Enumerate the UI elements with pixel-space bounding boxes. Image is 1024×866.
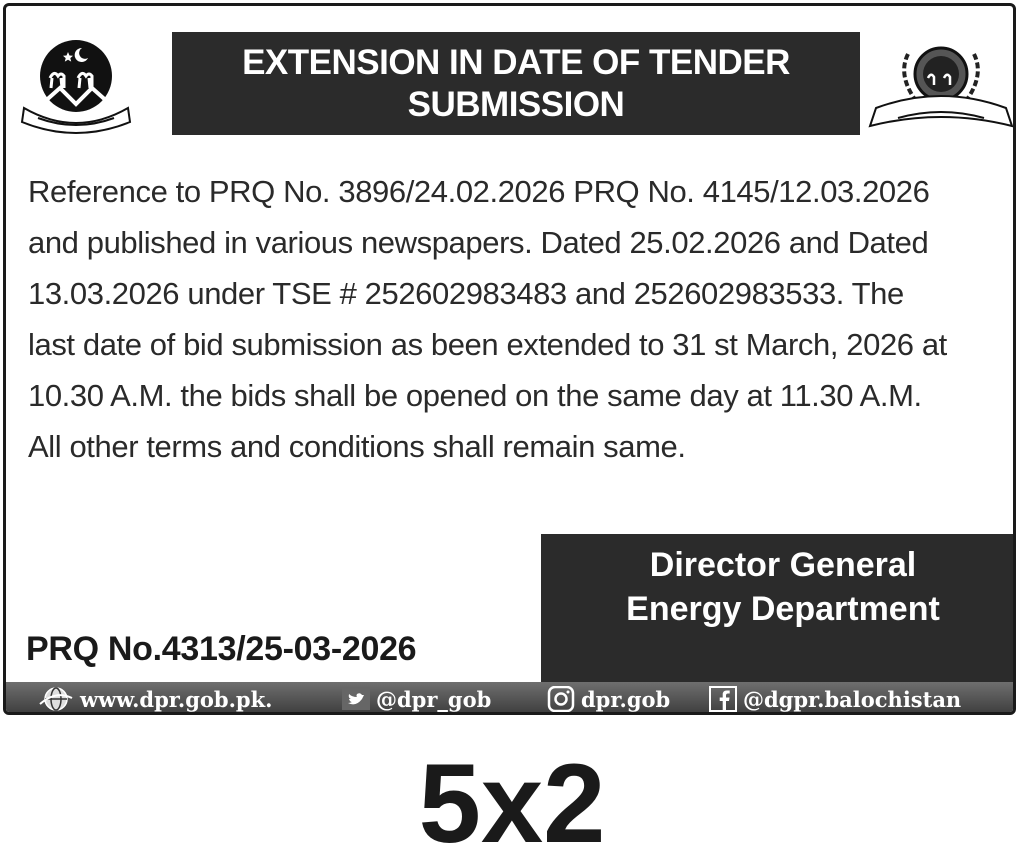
twitter-icon: [342, 688, 370, 710]
government-emblem-icon: [20, 38, 132, 136]
body-line: Reference to PRQ No. 3896/24.02.2026 PRQ No. 4145/12.03.2026: [28, 174, 930, 209]
globe-icon: [38, 686, 74, 712]
advertisement-frame: [3, 3, 1016, 715]
prq-number: PRQ No.4313/25-03-2026: [26, 630, 417, 668]
facebook-icon: [709, 686, 737, 712]
body-line: 10.30 A.M. the bids shall be opened on the same day at 11.30 A.M.: [28, 378, 922, 413]
notice-body: [28, 166, 1010, 472]
body-line: 13.03.2026 under TSE # 252602983483 and 252602983533. The: [28, 276, 904, 311]
footer-bar: [6, 682, 1016, 715]
footer-facebook[interactable]: [709, 682, 961, 715]
twitter-handle: @dpr_gob: [376, 686, 492, 712]
body-line: All other terms and conditions shall remain same.: [28, 429, 686, 464]
signature-department: Energy Department: [626, 590, 940, 628]
body-line: last date of bid submission as been extended to 31 st March, 2026 at: [28, 327, 947, 362]
signature-box: [541, 534, 1016, 682]
footer-instagram[interactable]: [547, 682, 670, 715]
body-line: and published in various newspapers. Dated 25.02.2026 and Dated: [28, 225, 929, 260]
ad-size-label: 5x2: [418, 741, 606, 866]
dgpr-emblem-icon: [868, 34, 1014, 134]
title-box: [172, 32, 860, 135]
instagram-handle: dpr.gob: [581, 686, 671, 712]
facebook-handle: @dgpr.balochistan: [743, 686, 962, 712]
footer-website[interactable]: [38, 682, 272, 715]
website-text: www.dpr.gob.pk.: [80, 686, 273, 712]
footer-twitter[interactable]: [342, 682, 491, 715]
notice-title: EXTENSION IN DATE OF TENDER SUBMISSION: [242, 42, 790, 124]
instagram-icon: [547, 686, 575, 712]
signature-title: Director General: [649, 546, 917, 584]
